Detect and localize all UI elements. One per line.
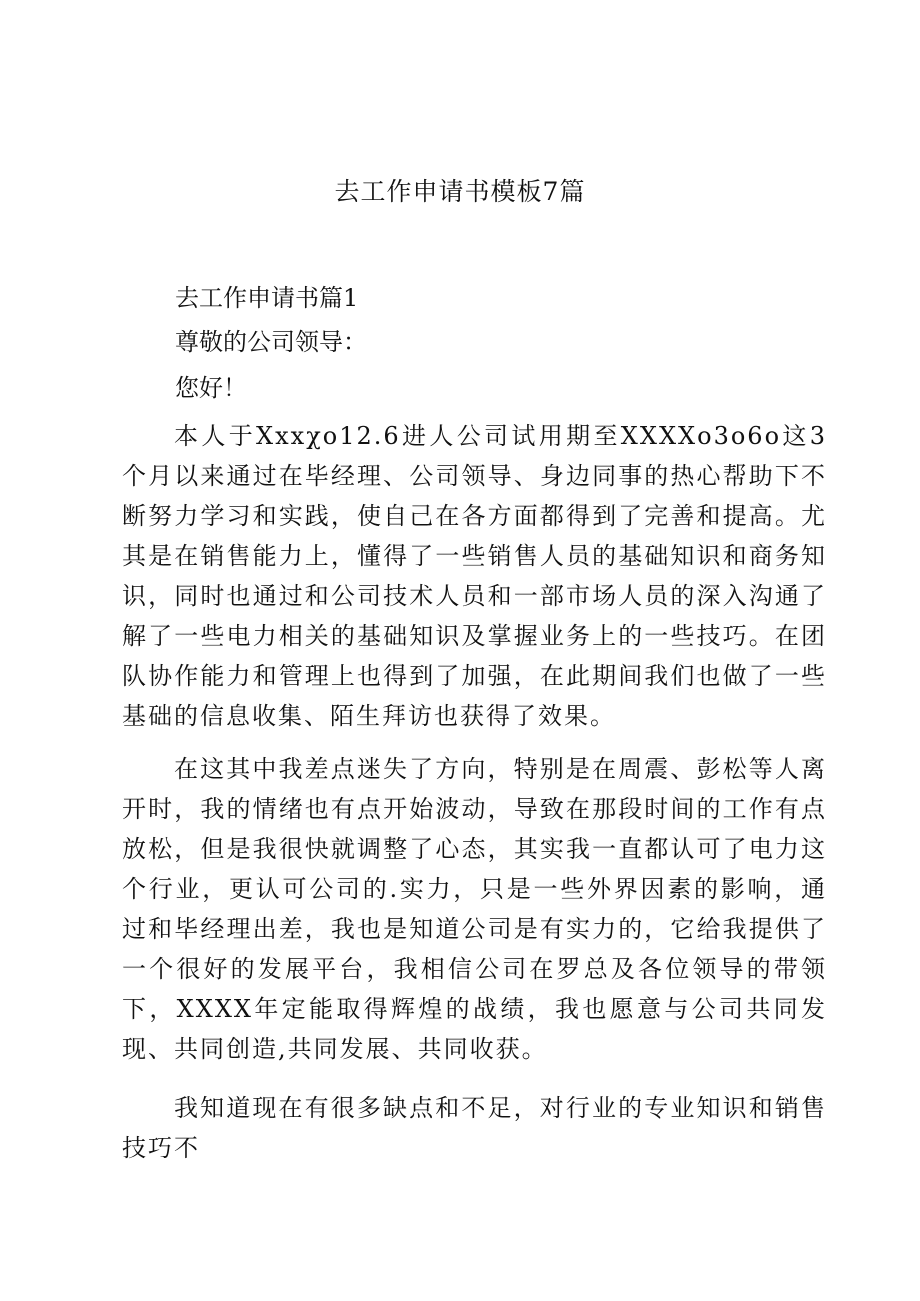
body-paragraph-3: 我知道现在有很多缺点和不足，对行业的专业知识和销售技巧不 [122,1094,827,1162]
body-paragraph-1: 本人于Xxxχo12.6进人公司试用期至XXXXo3o6o这3个月以来通过在毕经理、公司领导、身边同事的热心帮助下不断努力学习和实践，使自己在各方面都得到了完善和提高。尤其是在销售能力上，懂得了一些销售人员的基础知识和商务知识，同时也通过和公司技术人员和一部市场人员的深入沟通了解了一些电力相关的基础知识及掌握业务上的一些技巧。在团队协作能力和管理上也得到了加强，在此期间我们也做了一些基础的信息收集、陌生拜访也获得了效果。 [122,422,827,730]
greeting: 您好！ [175,374,247,402]
section-heading: 去工作申请书篇1 [175,284,359,312]
salutation: 尊敬的公司领导： [175,328,367,356]
document-title: 去工作申请书模板7篇 [334,177,586,206]
body-paragraph-2: 在这其中我差点迷失了方向，特别是在周震、彭松等人离开时，我的情绪也有点开始波动，导致在那段时间的工作有点放松，但是我很快就调整了心态，其实我一直都认可了电力这个行业，更认可公司的.实力，只是一些外界因素的影响，通过和毕经理出差，我也是知道公司是有实力的，它给我提供了一个很好的发展平台，我相信公司在罗总及各位领导的带领下，XXXX年定能取得辉煌的战绩，我也愿意与公司共同发现、共同创造,共同发展、共同收获。 [122,755,827,1063]
